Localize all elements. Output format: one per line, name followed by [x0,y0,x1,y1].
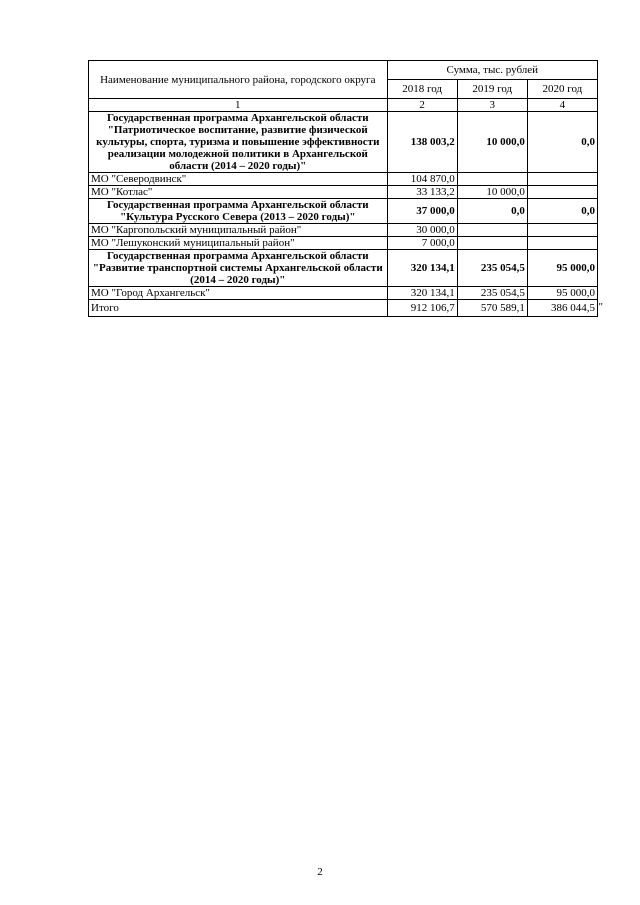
value-2019: 235 054,5 [457,250,527,287]
program-row [89,112,598,173]
value-2019: 0,0 [457,199,527,224]
program-name: Государственная программа Архангельской области "Развитие транспортной системы Архангельской области (2014 – 2020 годы)" [89,250,388,287]
mo-name: МО "Лешуконский муниципальный район" [89,237,388,250]
total-label: Итого [89,300,388,317]
value-2020 [527,186,597,199]
value-2019 [457,173,527,186]
program-name: Государственная программа Архангельской области "Патриотическое воспитание, развитие физической культуры, спорта, туризма и повышение эффективности реализации молодежной политики в Архангельской области (2014 – 2020 годы)" [89,112,388,173]
total-2019: 570 589,1 [457,300,527,317]
value-2018: 104 870,0 [387,173,457,186]
value-2020: 95 000,0 [527,250,597,287]
mo-name: МО "Каргопольский муниципальный район" [89,224,388,237]
value-2018: 138 003,2 [387,112,457,173]
program-row [89,199,598,224]
value-2020 [527,173,597,186]
closing-quote: " [598,300,603,313]
column-number-4: 4 [527,99,597,112]
value-2018: 33 133,2 [387,186,457,199]
value-2018: 37 000,0 [387,199,457,224]
budget-table [88,60,598,317]
value-2019: 10 000,0 [457,186,527,199]
value-2019: 10 000,0 [457,112,527,173]
page-number: 2 [317,866,323,878]
name-column-header: Наименование муниципального района, городского округа [89,61,388,99]
value-2018: 320 134,1 [387,250,457,287]
value-2020 [527,224,597,237]
sum-header: Сумма, тыс. рублей [387,61,597,80]
column-number-1: 1 [89,99,388,112]
mo-row [89,224,598,237]
value-2019 [457,224,527,237]
value-2020: 0,0 [527,112,597,173]
mo-name: МО "Котлас" [89,186,388,199]
mo-row [89,186,598,199]
year-header-2018: 2018 год [387,80,457,99]
mo-name: МО "Северодвинск" [89,173,388,186]
program-row [89,250,598,287]
mo-row [89,237,598,250]
column-number-3: 3 [457,99,527,112]
value-2018: 7 000,0 [387,237,457,250]
value-2020: 95 000,0 [527,287,597,300]
value-2018: 320 134,1 [387,287,457,300]
value-2018: 30 000,0 [387,224,457,237]
column-number-2: 2 [387,99,457,112]
mo-name: МО "Город Архангельск" [89,287,388,300]
value-2019 [457,237,527,250]
mo-row [89,287,598,300]
total-row [89,300,598,317]
program-name: Государственная программа Архангельской области "Культура Русского Севера (2013 – 2020 годы)" [89,199,388,224]
value-2020 [527,237,597,250]
mo-row [89,173,598,186]
value-2019: 235 054,5 [457,287,527,300]
value-2020: 0,0 [527,199,597,224]
total-2020: 386 044,5 [527,300,597,317]
year-header-2020: 2020 год [527,80,597,99]
total-2018: 912 106,7 [387,300,457,317]
year-header-2019: 2019 год [457,80,527,99]
